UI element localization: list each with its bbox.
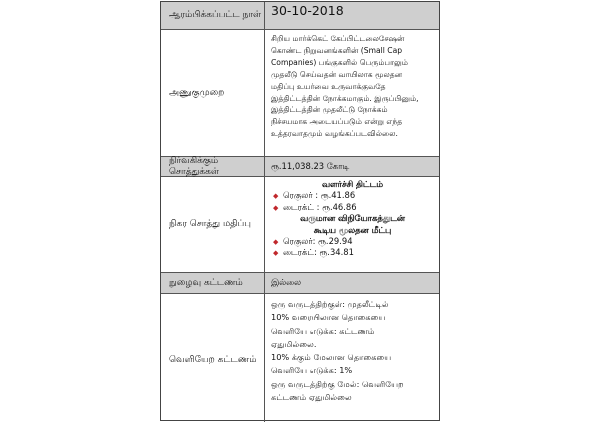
nav-values: [265, 177, 439, 272]
approach-line: இத்திட்டத்தின் நோக்கமாகும். இருப்பினும்,: [271, 93, 419, 103]
growth-direct-text: டைரக்ட் : ரூ.46.86: [283, 201, 357, 212]
diamond-bullet-icon: ◆: [273, 192, 279, 201]
exit-load-line: வெளியே எடுக்க: 1%: [271, 365, 353, 376]
approach-line: இத்திட்டத்தின் முதலீட்டு நோக்கம்: [271, 105, 388, 115]
exit-load-line: ஏதுமில்லை.: [271, 338, 317, 349]
entry-load-value: இல்லை: [271, 277, 301, 287]
growth-plan-title: வளர்ச்சி திட்டம்: [322, 179, 383, 189]
exit-load-line: 10% வரையிலான தொகையை: [271, 312, 386, 323]
approach-line: நிச்சயமாக அடையப்படும் என்று எந்த: [271, 117, 403, 127]
approach-line: உத்தரவாதமும் வழங்கப்படவில்லை.: [271, 129, 398, 139]
diamond-bullet-icon: ◆: [273, 249, 279, 258]
approach-line: Companies) பங்குகளில் பெரும்பாலும்: [271, 57, 408, 67]
row-entry-load: [161, 273, 439, 294]
exit-load-line: 10% க்கும் மேலான தொகையை: [271, 352, 392, 363]
exit-load-line: ஒரு வருடத்திற்கு மேல்: வெளியேற: [271, 378, 404, 389]
growth-regular-text: ரெகுலர் : ரூ.41.86: [283, 190, 356, 201]
exit-load-line: கட்டணம் ஏதுமில்லை: [271, 392, 352, 403]
dividend-plan-title-1: வருமான விநியோகத்துடன்: [300, 213, 405, 224]
approach-text: [265, 30, 439, 156]
dividend-plan-title-2: கூடிய மூலதன மீட்பு: [313, 224, 392, 235]
growth-direct: [271, 202, 434, 213]
start-date-value: 30-10-2018: [271, 3, 344, 18]
row-nav: [161, 177, 439, 273]
dividend-direct-text: டைரக்ட்: ரூ.34.81: [283, 247, 354, 258]
approach-line: சிறிய மார்க்கெட் கேப்பிட்டலைசேஷன்: [271, 34, 405, 43]
aum-label: நிர்வகிக்கும் சொத்துக்கள்: [161, 157, 265, 176]
approach-label: அணுகுமுறை: [161, 30, 265, 156]
approach-line: கொண்ட நிறுவனங்களின் (Small Cap: [271, 45, 403, 55]
exit-load-text: [265, 294, 439, 422]
diamond-bullet-icon: ◆: [273, 238, 279, 247]
diamond-bullet-icon: ◆: [273, 203, 279, 212]
exit-load-line: ஒரு வருடத்திற்குள்: முதலீட்டில்: [271, 299, 389, 309]
dividend-direct: [271, 247, 434, 258]
exit-load-line: வெளியே எடுக்க: கட்டணம்: [271, 325, 375, 336]
nav-label: நிகர சொத்து மதிப்பு: [161, 177, 265, 272]
approach-line: மதிப்பு உயர்வை உருவாக்குவதே: [271, 81, 386, 91]
row-exit-load: [161, 294, 439, 422]
dividend-regular: [271, 236, 434, 247]
growth-regular: [271, 190, 434, 201]
approach-line: முதலீடு செய்வதன் வாயிலாக மூலதன: [271, 69, 403, 79]
row-start-date: [161, 2, 439, 30]
exit-load-label: வெளியேற கட்டணம்: [161, 294, 265, 422]
row-approach: [161, 30, 439, 157]
fund-details-table: [160, 1, 440, 421]
row-aum: [161, 157, 439, 177]
entry-load-label: நுழைவு கட்டணம்: [161, 273, 265, 293]
dividend-regular-text: ரெகுலர்: ரூ.29.94: [283, 236, 353, 247]
aum-value: ரூ.11,038.23 கோடி: [271, 161, 350, 171]
start-date-label: ஆரம்பிக்கப்பட்ட நாள்: [161, 2, 265, 29]
